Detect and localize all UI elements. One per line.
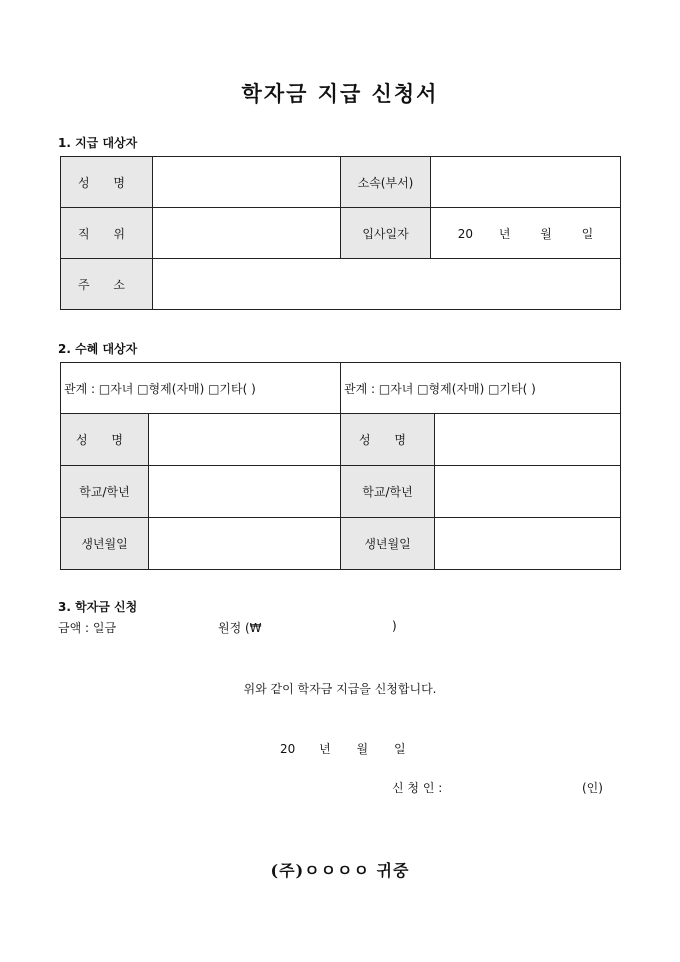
name-label: 성 명 [61,157,153,208]
school-field-left[interactable] [149,466,341,518]
birth-label-left: 생년월일 [61,518,149,570]
school-label-right: 학교/학년 [341,466,435,518]
application-date[interactable] [280,740,406,757]
amount-label: 금액 : 일금 [58,621,117,635]
school-label-left: 학교/학년 [61,466,149,518]
dept-field[interactable] [431,157,621,208]
join-date-year: 20 [457,226,473,241]
address-field[interactable] [153,259,621,310]
beneficiary-name-field-left[interactable] [149,414,341,466]
amount-unit: 원정 (₩ [218,621,262,635]
date-year: 20 [280,742,296,756]
date-day-unit: 일 [393,742,406,756]
date-year-unit: 년 [319,742,331,756]
date-month-unit: 월 [356,742,369,756]
page-title: 학자금 지급 신청서 [241,81,439,106]
join-date-label: 입사일자 [341,208,431,259]
address-label: 주 소 [61,259,153,310]
statement: 위와 같이 학자금 지급을 신청합니다. [243,682,437,696]
position-label: 직 위 [61,208,153,259]
birth-field-left[interactable] [149,518,341,570]
seal-mark: (인) [582,781,603,795]
amount-close: ) [392,619,397,633]
position-field[interactable] [153,208,341,259]
section3-heading: 3. 학자금 신청 [58,600,138,614]
join-date-month-unit: 월 [540,226,552,241]
beneficiary-table [60,362,621,570]
school-field-right[interactable] [435,466,621,518]
join-date-field[interactable] [431,208,621,259]
section2-heading: 2. 수혜 대상자 [58,342,138,356]
birth-label-right: 생년월일 [341,518,435,570]
recipient-company: (주)ㅇㅇㅇㅇ 귀중 [270,861,410,880]
name-field[interactable] [153,157,341,208]
join-date-day-unit: 일 [581,226,594,241]
beneficiary-name-field-right[interactable] [435,414,621,466]
dept-label: 소속(부서) [341,157,431,208]
section1-heading: 1. 지급 대상자 [58,136,138,150]
applicant-label: 신 청 인 : [392,781,443,795]
relation-right[interactable]: 관계 : □자녀 □형제(자매) □기타( ) [341,363,621,414]
recipient-employee-table [60,156,621,310]
join-date-year-unit: 년 [498,226,511,241]
relation-left[interactable]: 관계 : □자녀 □형제(자매) □기타( ) [61,363,341,414]
birth-field-right[interactable] [435,518,621,570]
beneficiary-name-label-right: 성 명 [341,414,435,466]
beneficiary-name-label-left: 성 명 [61,414,149,466]
